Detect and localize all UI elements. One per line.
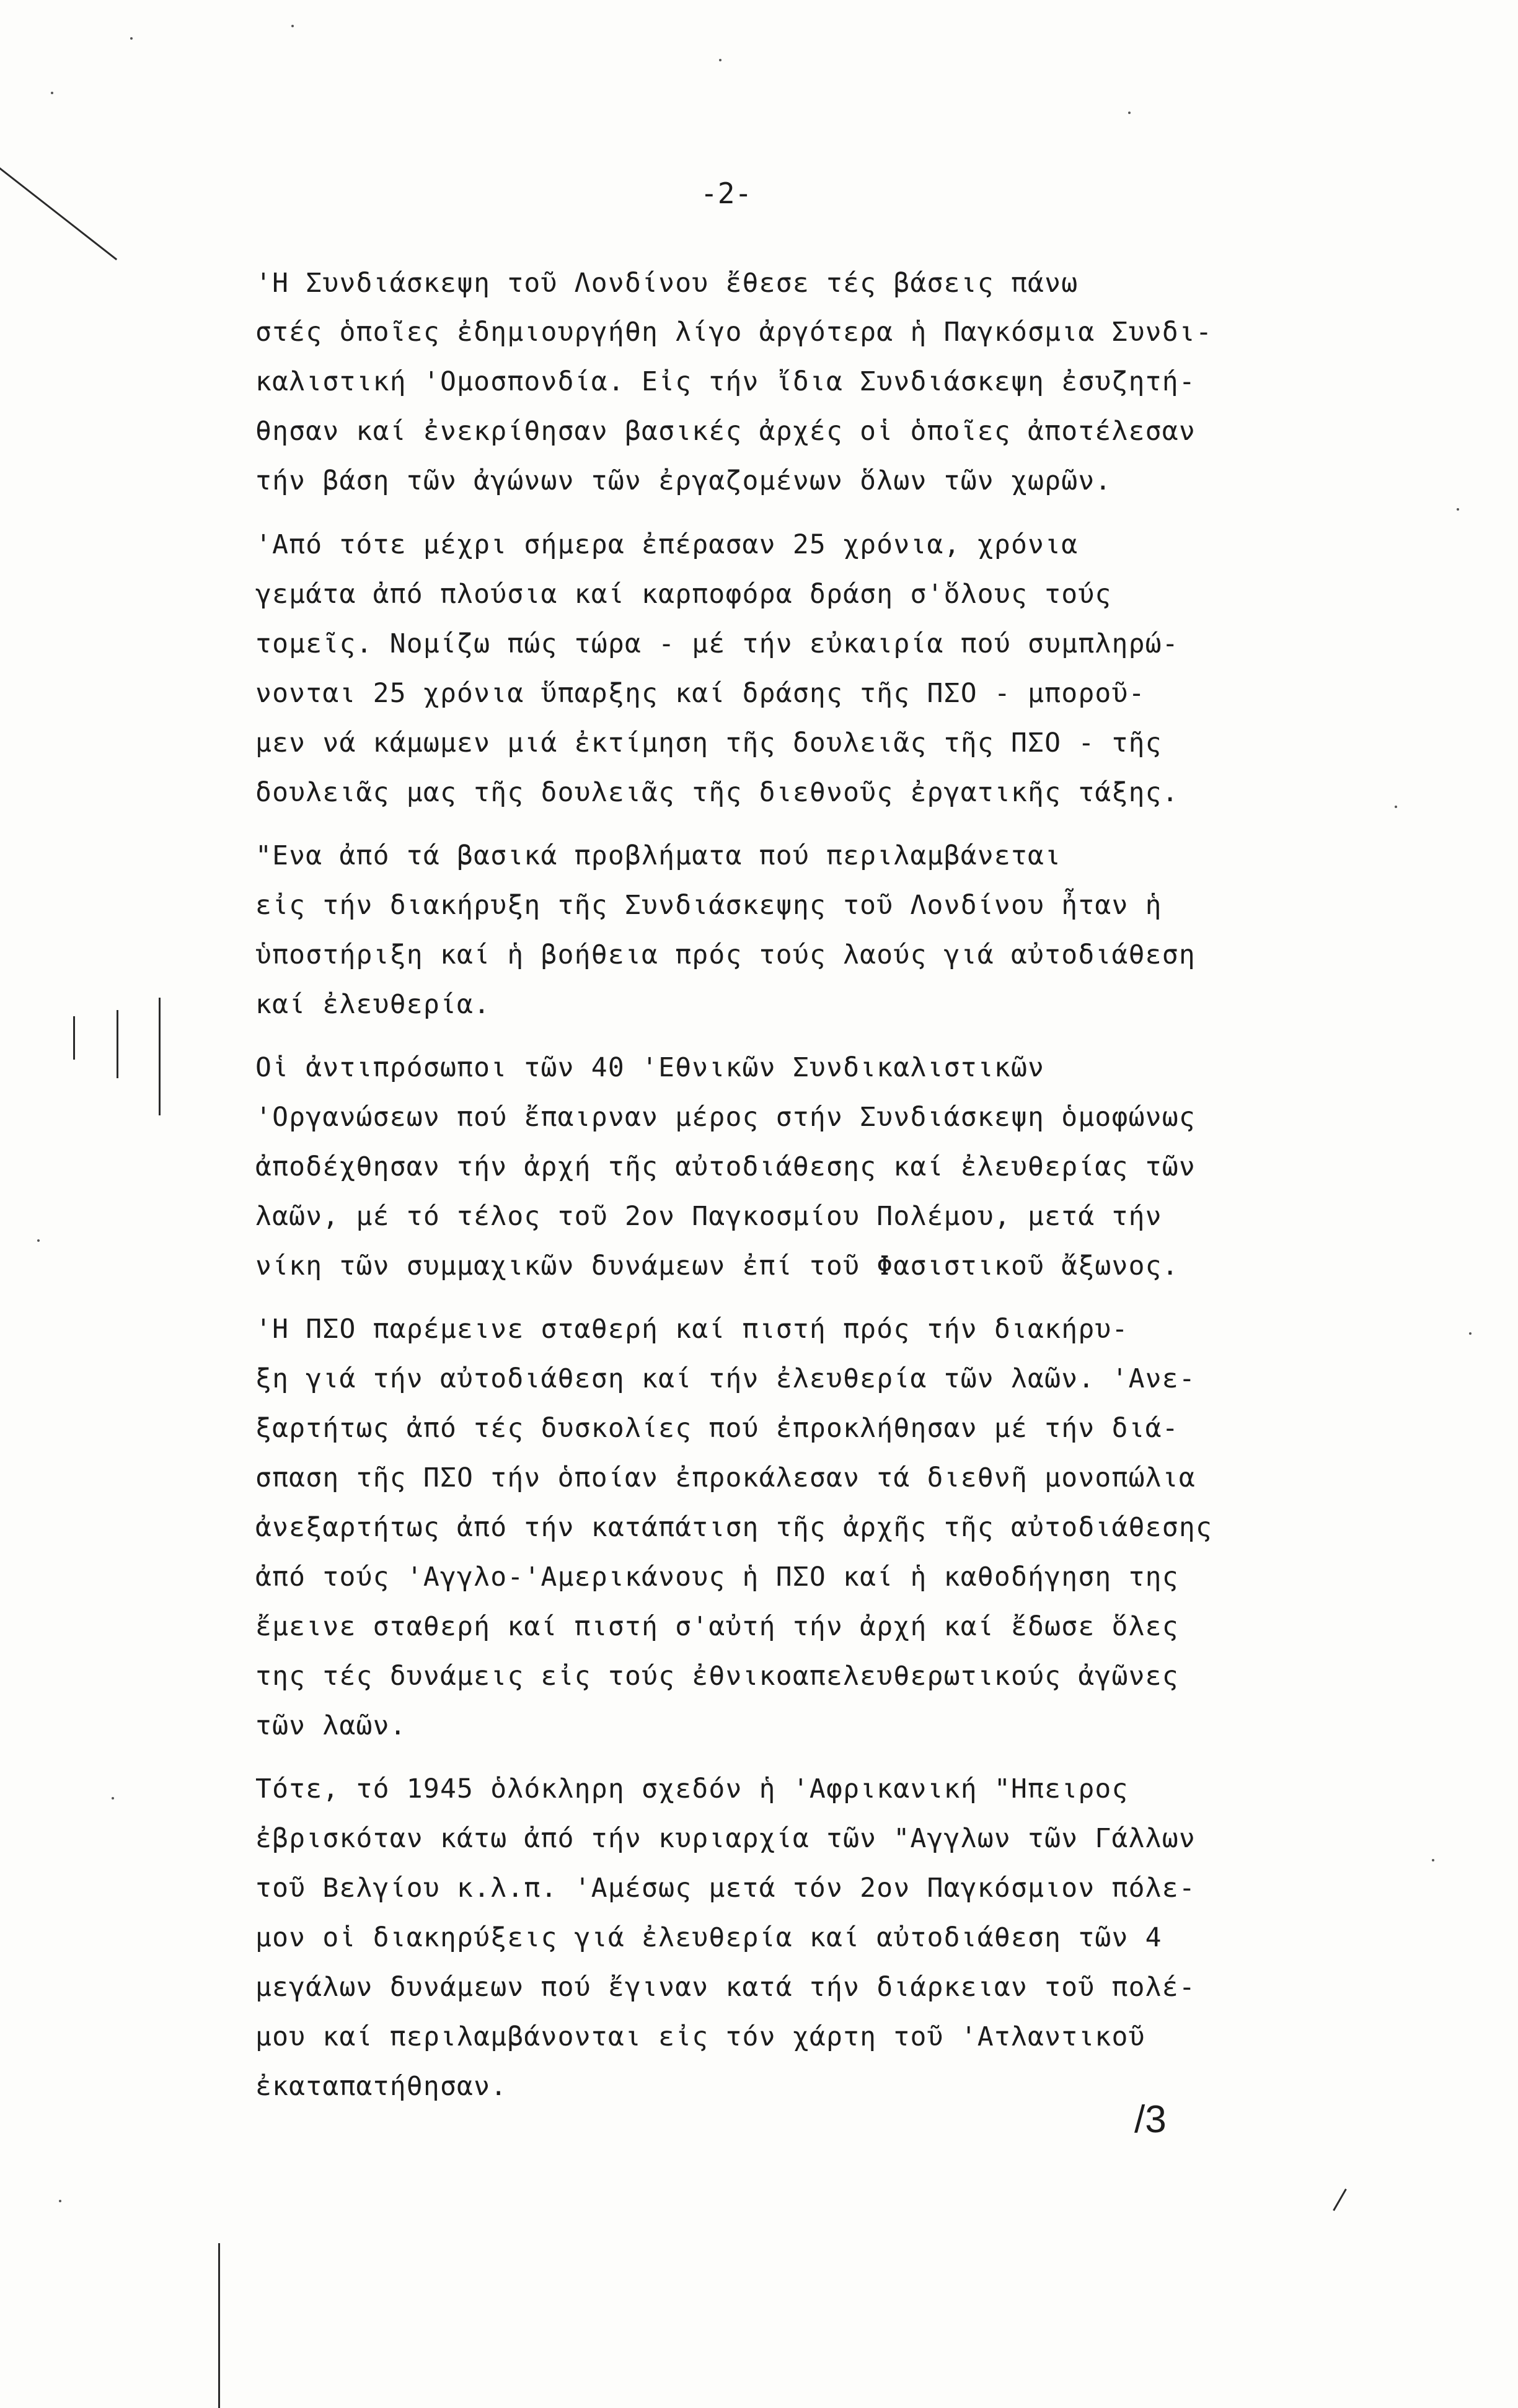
text-line: τομεῖς. Νομίζω πώς τώρα - μέ τήν εὐκαιρία πού συμπληρώ- [255,628,1179,659]
text-line: θησαν καί ἐνεκρίθησαν βασικές ἀρχές οἱ ὁποῖες ἀποτέλεσαν [255,416,1196,447]
text-line: ξη γιά τήν αὐτοδιάθεση καί τήν ἐλευθερία τῶν λαῶν. 'Ανε- [255,1363,1196,1394]
text-line: ξαρτήτως ἀπό τές δυσκολίες πού ἐπροκλήθησαν μέ τήν διά- [255,1413,1179,1444]
page-number: -2- [700,177,752,210]
text-line: ἔμεινε σταθερή καί πιστή σ'αὐτή τήν ἀρχή καί ἔδωσε ὅλες [255,1611,1179,1642]
scan-tick [117,1010,118,1078]
continuation-mark: /3 [1134,2098,1167,2141]
text-line: "Ενα ἀπό τά βασικά προβλήματα πού περιλαμβάνεται [255,840,1062,871]
text-line: νίκη τῶν συμμαχικῶν δυνάμεων ἐπί τοῦ Φασιστικοῦ ἄξωνος. [255,1250,1179,1281]
text-line: νονται 25 χρόνια ὕπαρξης καί δράσης τῆς ΠΣΟ - μποροῦ- [255,678,1145,709]
scan-speck [1395,806,1397,808]
text-line: γεμάτα ἀπό πλούσια καί καρποφόρα δράση σ'ὅλους τούς [255,579,1112,610]
text-line: μου καί περιλαμβάνονται εἰς τόν χάρτη τοῦ 'Ατλαντικοῦ [255,2021,1145,2052]
scan-speck [37,1239,40,1242]
text-line: ἐβρισκόταν κάτω ἀπό τήν κυριαρχία τῶν "Αγγλων τῶν Γάλλων [255,1823,1196,1854]
scan-speck [51,92,53,94]
scan-speck [112,1797,114,1799]
scan-speck [130,37,133,40]
text-line: στές ὁποῖες ἐδημιουργήθη λίγο ἀργότερα ἡ Παγκόσμια Συνδι- [255,317,1213,348]
scan-tick [73,1016,75,1060]
scan-speck [1457,508,1459,511]
text-line: της τές δυνάμεις εἰς τούς ἐθνικοαπελευθερωτικούς ἀγῶνες [255,1661,1179,1692]
text-line: ἀπό τούς 'Αγγλο-'Αμερικάνους ἡ ΠΣΟ καί ἡ καθοδήγηση της [255,1562,1179,1593]
scan-speck [719,59,721,61]
text-line: δουλειᾶς μας τῆς δουλειᾶς τῆς διεθνοῦς ἐργατικῆς τάξης. [255,777,1179,808]
text-line: καί ἐλευθερία. [255,989,491,1020]
text-line: Οἱ ἀντιπρόσωποι τῶν 40 'Εθνικῶν Συνδικαλιστικῶν [255,1052,1045,1083]
text-line: ἀνεξαρτήτως ἀπό τήν κατάπάτιση τῆς ἀρχῆς τῆς αὐτοδιάθεσης [255,1512,1213,1543]
text-line: καλιστική 'Ομοσπονδία. Εἰς τήν ἴδια Συνδιάσκεψη ἐσυζητή- [255,366,1196,397]
scan-left-edge [218,2243,220,2408]
text-line: ὑποστήριξη καί ἡ βοήθεια πρός τούς λαούς γιά αὐτοδιάθεση [255,939,1196,970]
text-line: τῶν λαῶν. [255,1710,407,1741]
text-line: 'Η Συνδιάσκεψη τοῦ Λονδίνου ἔθεσε τές βάσεις πάνω [255,268,1079,299]
scan-tick [1333,2189,1347,2211]
text-line: τοῦ Βελγίου κ.λ.π. 'Αμέσως μετά τόν 2ον Παγκόσμιον πόλε- [255,1873,1196,1904]
scan-speck [1432,1859,1434,1861]
text-line: 'Η ΠΣΟ παρέμεινε σταθερή καί πιστή πρός τήν διακήρυ- [255,1314,1129,1345]
text-line: λαῶν, μέ τό τέλος τοῦ 2ον Παγκοσμίου Πολέμου, μετά τήν [255,1201,1162,1232]
text-line: μον οἱ διακηρύξεις γιά ἐλευθερία καί αὐτοδιάθεση τῶν 4 [255,1922,1162,1953]
text-line: μεγάλων δυνάμεων πού ἔγιναν κατά τήν διάρκειαν τοῦ πολέ- [255,1972,1196,2003]
scan-speck [59,2200,61,2202]
scan-streak [0,167,117,260]
text-line: 'Από τότε μέχρι σήμερα ἐπέρασαν 25 χρόνια, χρόνια [255,529,1079,560]
text-line: ἀποδέχθησαν τήν ἀρχή τῆς αὐτοδιάθεσης καί ἐλευθερίας τῶν [255,1151,1196,1182]
text-line: εἰς τήν διακήρυξη τῆς Συνδιάσκεψης τοῦ Λονδίνου ἦταν ἡ [255,890,1162,921]
text-line: Τότε, τό 1945 ὁλόκληρη σχεδόν ἡ 'Αφρικανική "Ηπειρος [255,1773,1129,1804]
text-line: τήν βάση τῶν ἀγώνων τῶν ἐργαζομένων ὅλων τῶν χωρῶν. [255,465,1112,496]
text-line: 'Οργανώσεων πού ἔπαιρναν μέρος στήν Συνδιάσκεψη ὁμοφώνως [255,1102,1196,1133]
scan-speck [291,25,294,27]
scan-speck [1469,1332,1472,1335]
text-line: ἐκαταπατήθησαν. [255,2071,508,2102]
text-line: μεν νά κάμωμεν μιά ἐκτίμηση τῆς δουλειᾶς τῆς ΠΣΟ - τῆς [255,727,1162,758]
scan-tick [159,998,161,1115]
scan-speck [1128,112,1131,114]
text-line: σπαση τῆς ΠΣΟ τήν ὁποίαν ἐπροκάλεσαν τά διεθνῆ μονοπώλια [255,1462,1196,1493]
